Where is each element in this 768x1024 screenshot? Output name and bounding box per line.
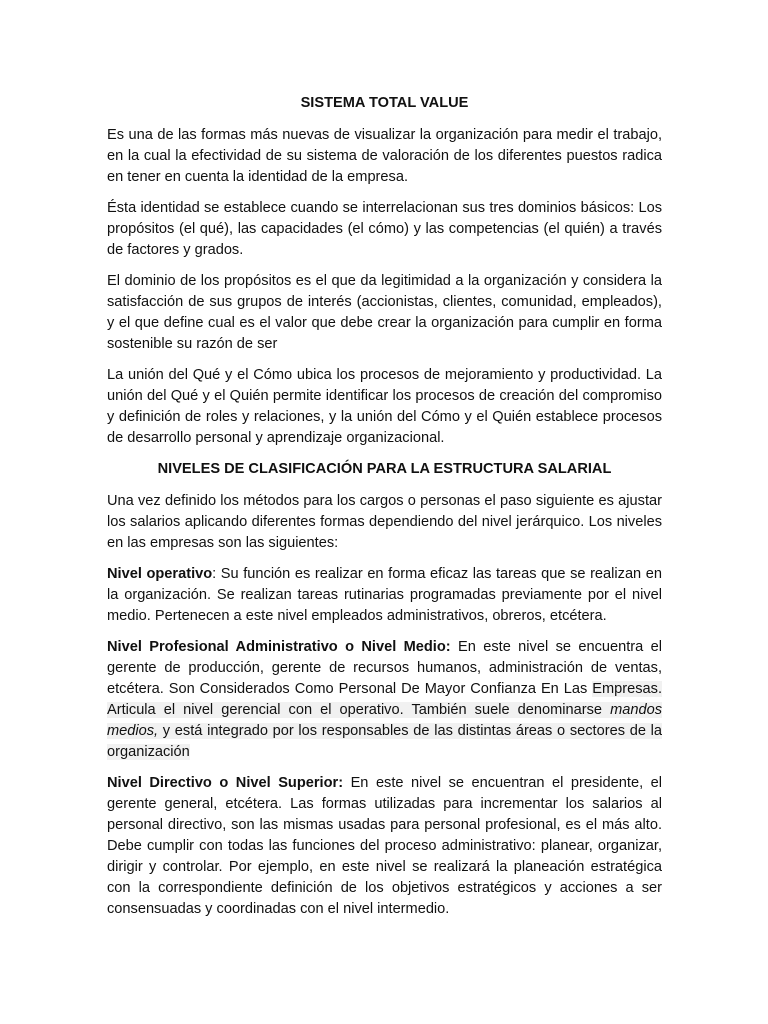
nivel-profesional-label: Nivel Profesional Administrativo o Nivel Medio: — [107, 639, 451, 655]
paragraph-unions: La unión del Qué y el Cómo ubica los procesos de mejoramiento y productividad. La unión del Qué y el Quién permite identificar los procesos de creación del compromiso y definición de roles y relaciones, y la unión del Cómo y el Quién establece procesos de desarrollo personal y aprendizaje organizacional. — [107, 367, 662, 446]
nivel-profesional-text-b: Empresas. Articula el nivel gerencial con el operativo. También suele denominarse — [107, 681, 662, 718]
paragraph-intro: Es una de las formas más nuevas de visualizar la organización para medir el trabajo, en la cual la efectividad de su sistema de valoración de los diferentes puestos radica en tener en cuenta la identidad de la empresa. — [107, 127, 662, 185]
section-title-levels: NIVELES DE CLASIFICACIÓN PARA LA ESTRUCTURA SALARIAL — [157, 461, 612, 477]
paragraph-nivel-operativo — [107, 564, 662, 627]
paragraph-nivel-directivo — [107, 773, 662, 920]
nivel-directivo-text: En este nivel se encuentran el presidente, el gerente general, etcétera. Las formas utilizadas para incrementar los salarios al personal directivo, son las mismas usadas para personal profesional, es el más alto. Debe cumplir con todas las funciones del proceso administrativo: planear, organizar, dirigir y controlar. Por ejemplo, en este nivel se realizará la planeación estratégica con la correspondiente definición de los objetivos estratégicos y acciones a ser consensuadas y coordinadas con el nivel intermedio. — [107, 775, 662, 917]
nivel-profesional-italic: mandos medios, — [107, 702, 662, 739]
nivel-operativo-label: Nivel operativo — [107, 566, 213, 582]
nivel-operativo-text: : Su función es realizar en forma eficaz las tareas que se realizan en la organización. Se realizan tareas rutinarias programadas previamente por el nivel medio. Pertenecen a este nivel empleados administrativos, obreros, etcétera. — [107, 566, 662, 624]
paragraph-purposes: El dominio de los propósitos es el que da legitimidad a la organización y considera la satisfacción de sus grupos de interés (accionistas, clientes, comunidad, empleados), y el que define cual es el valor que debe crear la organización para cumplir en forma sostenible su razón de ser — [107, 273, 662, 352]
nivel-profesional-text-c: y está integrado por los responsables de las distintas áreas o sectores de la organización — [107, 723, 662, 760]
nivel-directivo-label: Nivel Directivo o Nivel Superior: — [107, 775, 344, 791]
document-page — [107, 93, 662, 930]
paragraph-identity: Ésta identidad se establece cuando se interrelacionan sus tres dominios básicos: Los propósitos (el qué), las capacidades (el cómo) y las competencias (el quién) a través de factores y grados. — [107, 200, 662, 258]
section-title-total-value: SISTEMA TOTAL VALUE — [300, 95, 469, 111]
paragraph-nivel-profesional — [107, 637, 662, 763]
paragraph-levels-intro: Una vez definido los métodos para los cargos o personas el paso siguiente es ajustar los salarios aplicando diferentes formas dependiendo del nivel jerárquico. Los niveles en las empresas son las siguientes: — [107, 493, 662, 551]
nivel-profesional-text-a: En este nivel se encuentra el gerente de producción, gerente de recursos humanos, administración de ventas, etcétera. Son Considerados Como Personal De Mayor Confianza En Las — [107, 639, 662, 697]
